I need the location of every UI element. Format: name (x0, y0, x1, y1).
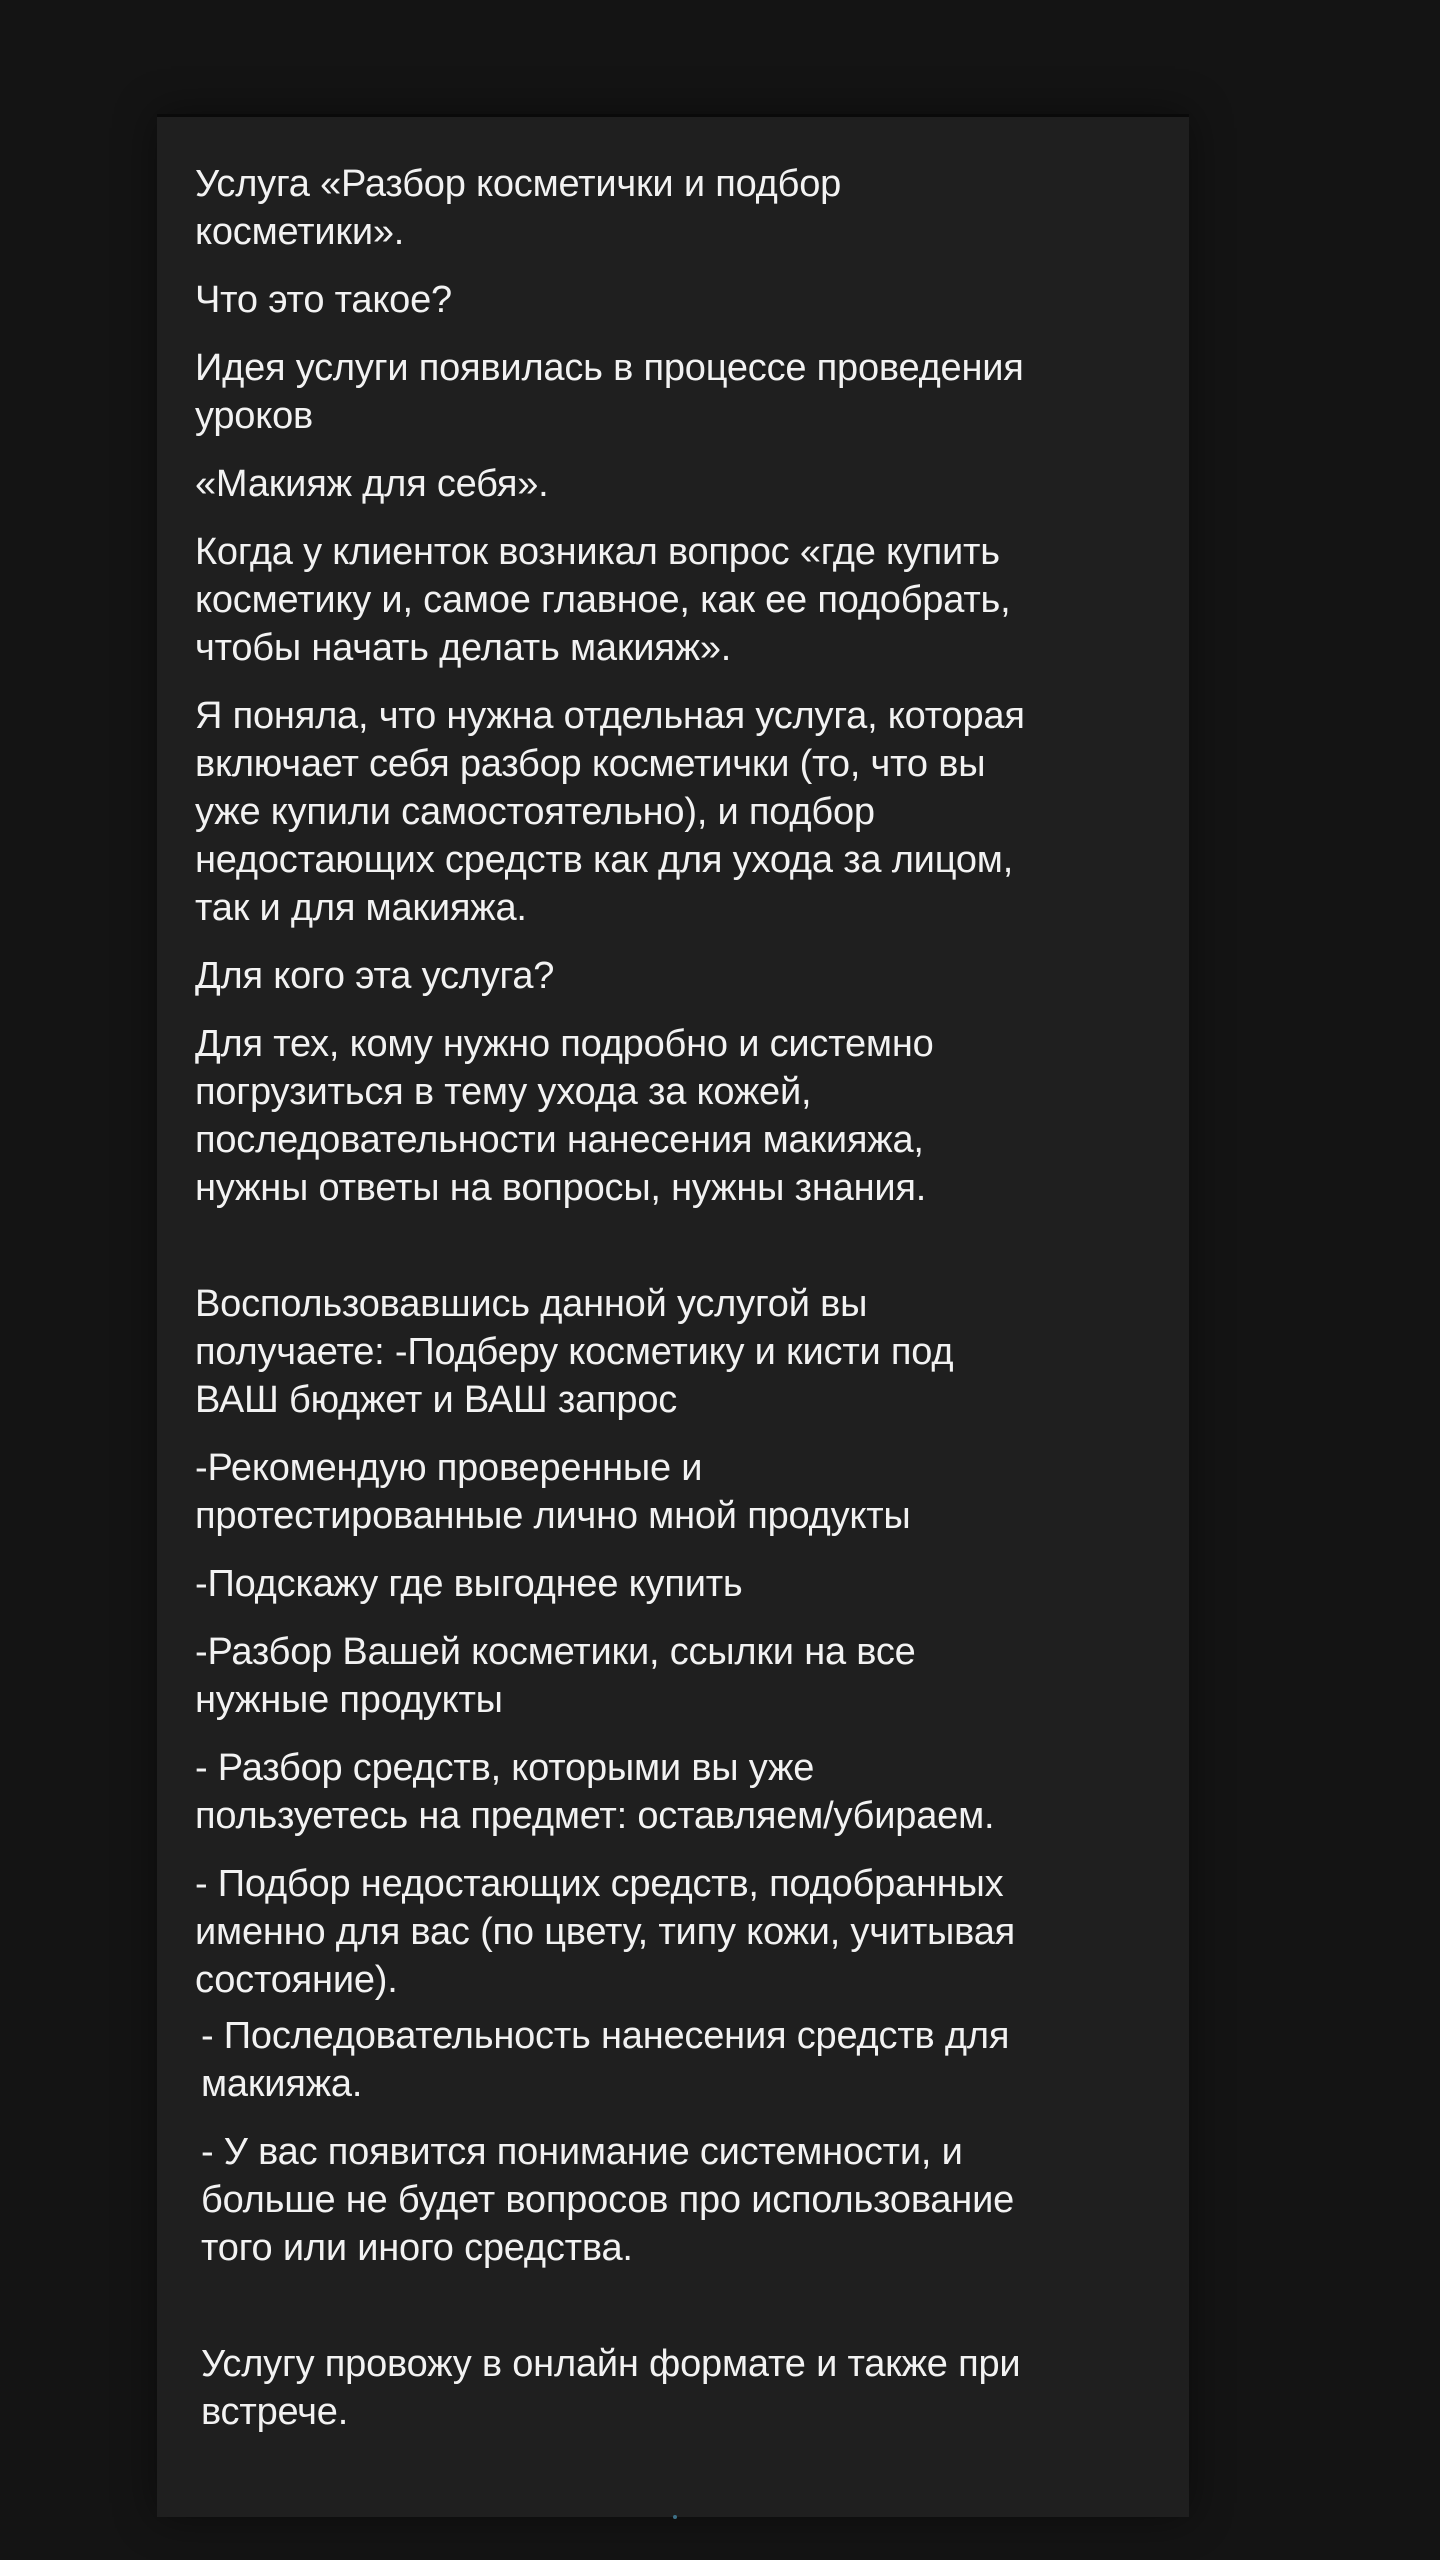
decorative-dot (673, 2515, 677, 2519)
benefit-item: - У вас появится понимание системности, и больше не будет вопросов про использование того или иного средства. (201, 2131, 1015, 2269)
service-title: Услуга «Разбор косметички и подбор косметики». (195, 163, 842, 253)
audience-paragraph: Для тех, кому нужно подробно и системно погрузиться в тему ухода за кожей, последовательности нанесения макияжа, нужны ответы на вопросы, нужны знания. (195, 1023, 934, 1209)
client-question-paragraph: Когда у клиенток возникал вопрос «где купить косметику и, самое главное, как ее подобрать, чтобы начать делать макияж». (195, 531, 1011, 669)
question-who: Для кого эта услуга? (195, 955, 555, 997)
benefit-item: - Подбор недостающих средств, подобранных именно для вас (по цвету, типу кожи, учитывая состояние). (195, 1863, 1016, 2001)
document-body (195, 160, 1155, 2456)
benefit-item: -Рекомендую проверенные и протестированные лично мной продукты (195, 1447, 911, 1537)
benefits-intro: Воспользовавшись данной услугой вы получаете: -Подберу косметику и кисти под ВАШ бюджет и ВАШ запрос (195, 1283, 954, 1421)
benefit-item: -Разбор Вашей косметики, ссылки на все нужные продукты (195, 1631, 916, 1721)
benefit-item: - Последовательность нанесения средств для макияжа. (201, 2015, 1010, 2105)
benefit-item: - Разбор средств, которыми вы уже пользуетесь на предмет: оставляем/убираем. (195, 1747, 995, 1837)
benefit-item: -Подскажу где выгоднее купить (195, 1563, 743, 1605)
idea-paragraph: Идея услуги появилась в процессе проведения уроков (195, 347, 1024, 437)
realization-paragraph: Я поняла, что нужна отдельная услуга, которая включает себя разбор косметички (то, что вы уже купили самостоятельно), и подбор недостающих средств как для ухода за лицом, так и для макияжа. (195, 695, 1025, 929)
question-what: Что это такое? (195, 279, 452, 321)
format-paragraph: Услугу провожу в онлайн формате и также при встрече. (201, 2343, 1021, 2433)
lesson-name: «Макияж для себя». (195, 463, 549, 505)
